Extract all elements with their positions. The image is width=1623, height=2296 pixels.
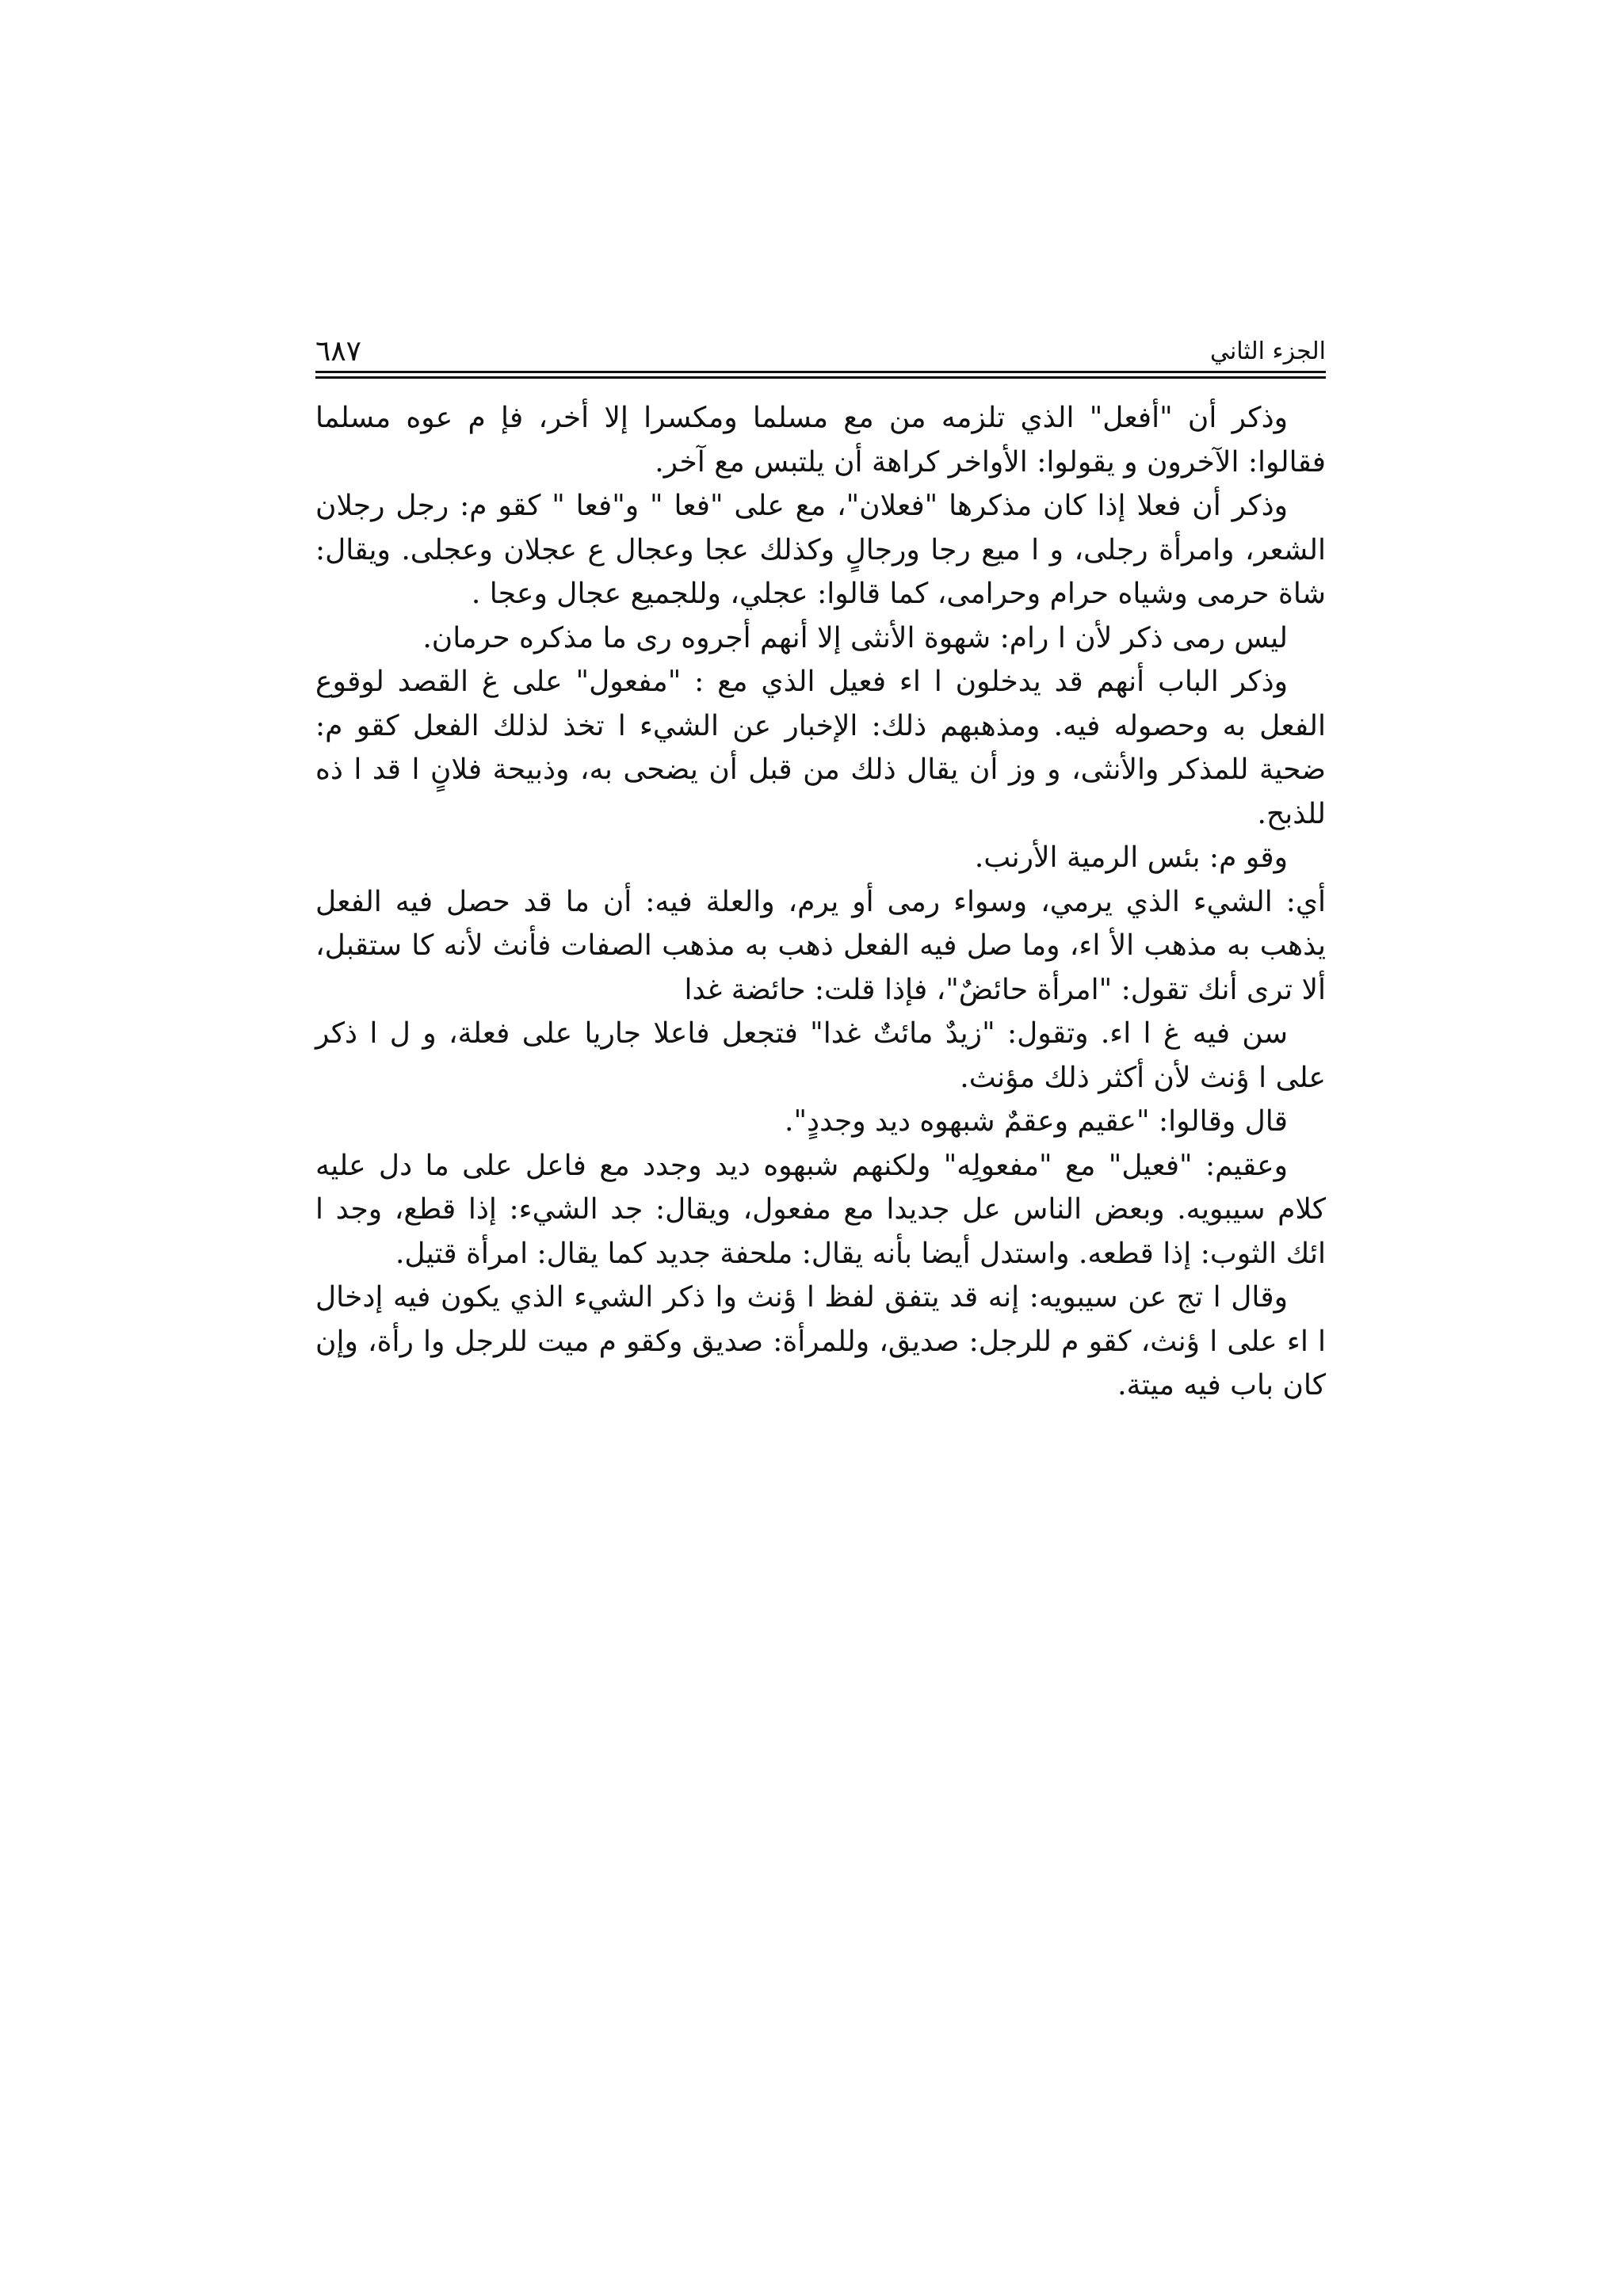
paragraph-8: قال وقالوا: "عقيم وعقمٌ شبهوه ديد وجددٍ". — [785, 1105, 1288, 1138]
paragraph-2: وذكر أن فعلا إذا كان مذكرها "فعلان"، مع على "فعا " و"فعا " كقو م: رجل رجلان الشعر، وامرأة رجلى، و ا ميع رجا ورجالٍ وكذلك عجا وعجال ع عجلان وعجلى. ويقال: شاة حرمى وشياه حرام وحرامى، كما قالوا: عجلي، وللجميع عجال وعجا . — [315, 490, 1326, 610]
paragraph-10: وقال ا تج عن سيبويه: إنه قد يتفق لفظ ا ؤنث وا ذكر الشيء الذي يكون فيه إدخال ا اء على ا ؤنث، كقو م للرجل: صديق، وللمرأة: صديق وكقو م ميت للرجل وا رأة، وإن كان باب فيه ميتة. — [315, 1281, 1326, 1402]
running-title: الجزء الثاني — [1209, 338, 1326, 365]
paragraph-7: سن فيه غ ا اء. وتقول: "زيدٌ مائتٌ غدا" فتجعل فاعلا جاريا على فعلة، و ل ا ذكر على ا ؤنث لأن أكثر ذلك مؤنث. — [315, 1017, 1326, 1094]
header-double-rule — [315, 371, 1326, 379]
paragraph-1: وذكر أن "أفعل" الذي تلزمه من مع مسلما ومكسرا إلا أخر، فإ م عوه مسلما فقالوا: الآخرون و يقولوا: الأواخر كراهة أن يلتبس مع آخر. — [315, 402, 1326, 479]
paragraph-9: وعقيم: "فعيل" مع "مفعولِه" ولكنهم شبهوه ديد وجدد مع فاعل على ما دل عليه كلام سيبويه. وبعض الناس عل جديدا مع مفعول، ويقال: جد الشيء: إذا قطع، وجد ا ائك الثوب: إذا قطعه. واستدل أيضا بأنه يقال: ملحفة جديد كما يقال: امرأة قتيل. — [315, 1149, 1326, 1270]
paragraph-4: وذكر الباب أنهم قد يدخلون ا اء فعيل الذي مع : "مفعول" على غ القصد لوقوع الفعل به وحصوله فيه. ومذهبهم ذلك: الإخبار عن الشيء ا تخذ لذلك الفعل كقو م: ضحية للمذكر والأنثى، و وز أن يقال ذلك من قبل أن يضحى به، وذبيحة فلانٍ ا قد ا ذه للذبح. — [315, 666, 1326, 830]
paragraph-5: وقو م: بئس الرمية الأرنب. — [974, 841, 1288, 874]
body-text — [315, 396, 1326, 1408]
paragraph-6: أي: الشيء الذي يرمي، وسواء رمى أو يرم، والعلة فيه: أن ما قد حصل فيه الفعل يذهب به مذهب الأ اء، وما صل فيه الفعل ذهب به مذهب الصفات فأنث لأنه كا ستقبل، ألا ترى أنك تقول: "امرأة حائضٌ"، فإذا قلت: حائضة غدا — [315, 885, 1326, 1006]
page-header — [315, 317, 1326, 368]
page-number: ٦٨٧ — [315, 335, 362, 368]
paragraph-3: ليس رمى ذكر لأن ا رام: شهوة الأنثى إلا أنهم أجروه رى ما مذكره حرمان. — [422, 621, 1288, 654]
